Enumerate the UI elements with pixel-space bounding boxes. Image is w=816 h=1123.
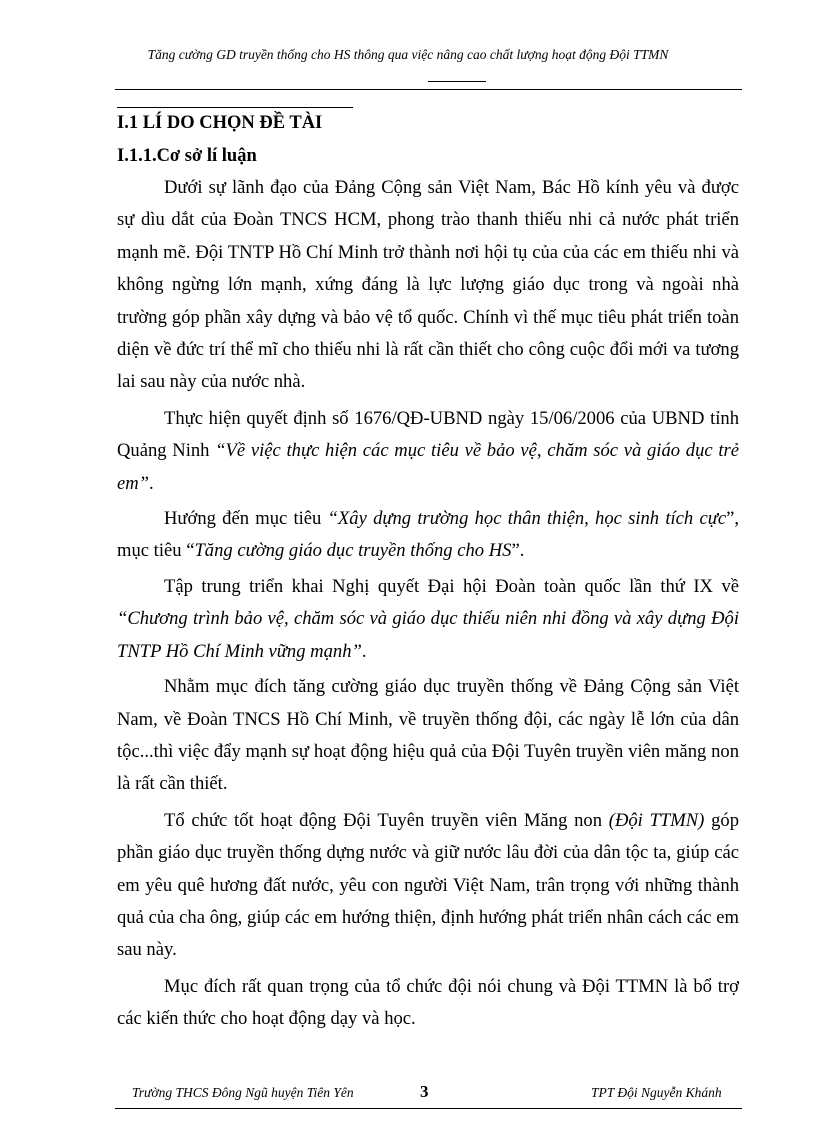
paragraph-6-rest: góp phần giáo dục truyền thống dựng nước và giữ nước lâu đời của dân tộc ta, giúp các em yêu quê hương đất nước, yêu con người Việt Nam, trân trọng với những thành quả của cha ông, giúp các em hướng thiện, định hướng phát triển nhân cách các em sau này. bbox=[117, 809, 739, 961]
paragraph-3-quote-2: Tăng cường giáo dục truyền thống cho HS bbox=[194, 540, 512, 562]
footer-author: TPT Đội Nguyễn Khánh bbox=[591, 1085, 722, 1100]
paragraph-4 bbox=[117, 571, 739, 668]
paragraph-3-end: ”. bbox=[511, 540, 525, 562]
paragraph-2 bbox=[117, 403, 739, 500]
section-rule bbox=[117, 107, 353, 108]
body-text bbox=[117, 172, 739, 1039]
paragraph-2-quote: “Về việc thực hiện các mục tiêu về bảo vệ, chăm sóc và giáo dục trẻ em” bbox=[117, 440, 739, 494]
paragraph-1: Dưới sự lãnh đạo của Đảng Cộng sản Việt Nam, Bác Hồ kính yêu và được sự dìu dắt của Đoàn TNCS HCM, phong trào thanh thiếu nhi cả nước phát triển mạnh mẽ. Đội TNTP Hồ Chí Minh trở thành nơi hội tụ của của các em thiếu nhi và không ngừng lớn mạnh, xứng đáng là lực lượng giáo dục trong và ngoài nhà trường góp phần xây dựng và bảo vệ tổ quốc. Chính vì thế mục tiêu phát triển toàn diện về đức trí thể mĩ cho thiếu nhi là rất cần thiết cho công cuộc đổi mới va tương lai sau này của nước nhà. bbox=[117, 177, 739, 393]
footer-rule bbox=[115, 1108, 742, 1109]
paragraph-6-abbr: (Đội TTMN) bbox=[608, 809, 705, 831]
paragraph-4-text: Tập trung triển khai Nghị quyết Đại hội Đoàn toàn quốc lần thứ IX về bbox=[164, 575, 739, 597]
section-heading: I.1 LÍ DO CHỌN ĐỀ TÀI bbox=[117, 113, 323, 133]
header-rule bbox=[115, 89, 742, 90]
paragraph-6 bbox=[117, 805, 739, 967]
paragraph-2-end: . bbox=[149, 472, 154, 494]
paragraph-3-mid: ”, mục tiêu “ bbox=[117, 508, 739, 562]
paragraph-7: Mục đích rất quan trọng của tổ chức đội nói chung và Đội TTMN là bổ trợ các kiến thức cho hoạt động dạy và học. bbox=[117, 975, 739, 1030]
subsection-heading: I.1.1.Cơ sở lí luận bbox=[117, 146, 257, 166]
header-title: Tăng cường GD truyền thống cho HS thông qua việc nâng cao chất lượng hoạt động Đội TTMN bbox=[147, 47, 669, 62]
paragraph-4-quote: “Chương trình bảo vệ, chăm sóc và giáo dục thiếu niên nhi đồng và xây dựng Đội TNTP Hồ Chí Minh vững mạnh” bbox=[117, 608, 739, 662]
paragraph-4-end: . bbox=[361, 640, 367, 662]
paragraph-2-text: Thực hiện quyết định số 1676/QĐ-UBND ngày 15/06/2006 của UBND tỉnh Quảng Ninh bbox=[117, 407, 739, 462]
footer-school: Trường THCS Đông Ngũ huyện Tiên Yên bbox=[132, 1085, 354, 1100]
paragraph-3-quote-1: “Xây dựng trường học thân thiện, học sinh tích cực bbox=[327, 508, 727, 530]
page-number: 3 bbox=[420, 1082, 429, 1101]
paragraph-3 bbox=[117, 503, 739, 568]
paragraph-3-text: Hướng đến mục tiêu bbox=[164, 508, 328, 530]
paragraph-6-text: Tổ chức tốt hoạt động Đội Tuyên truyền viên Măng non bbox=[164, 809, 609, 831]
paragraph-5: Nhằm mục đích tăng cường giáo dục truyền thống về Đảng Cộng sản Việt Nam, về Đoàn TNCS Hồ Chí Minh, về truyền thống đội, các ngày lễ lớn của dân tộc...thì việc đẩy mạnh sự hoạt động hiệu quả của Đội Tuyên truyền viên măng non là rất cần thiết. bbox=[117, 676, 739, 795]
header-dash bbox=[428, 81, 486, 82]
